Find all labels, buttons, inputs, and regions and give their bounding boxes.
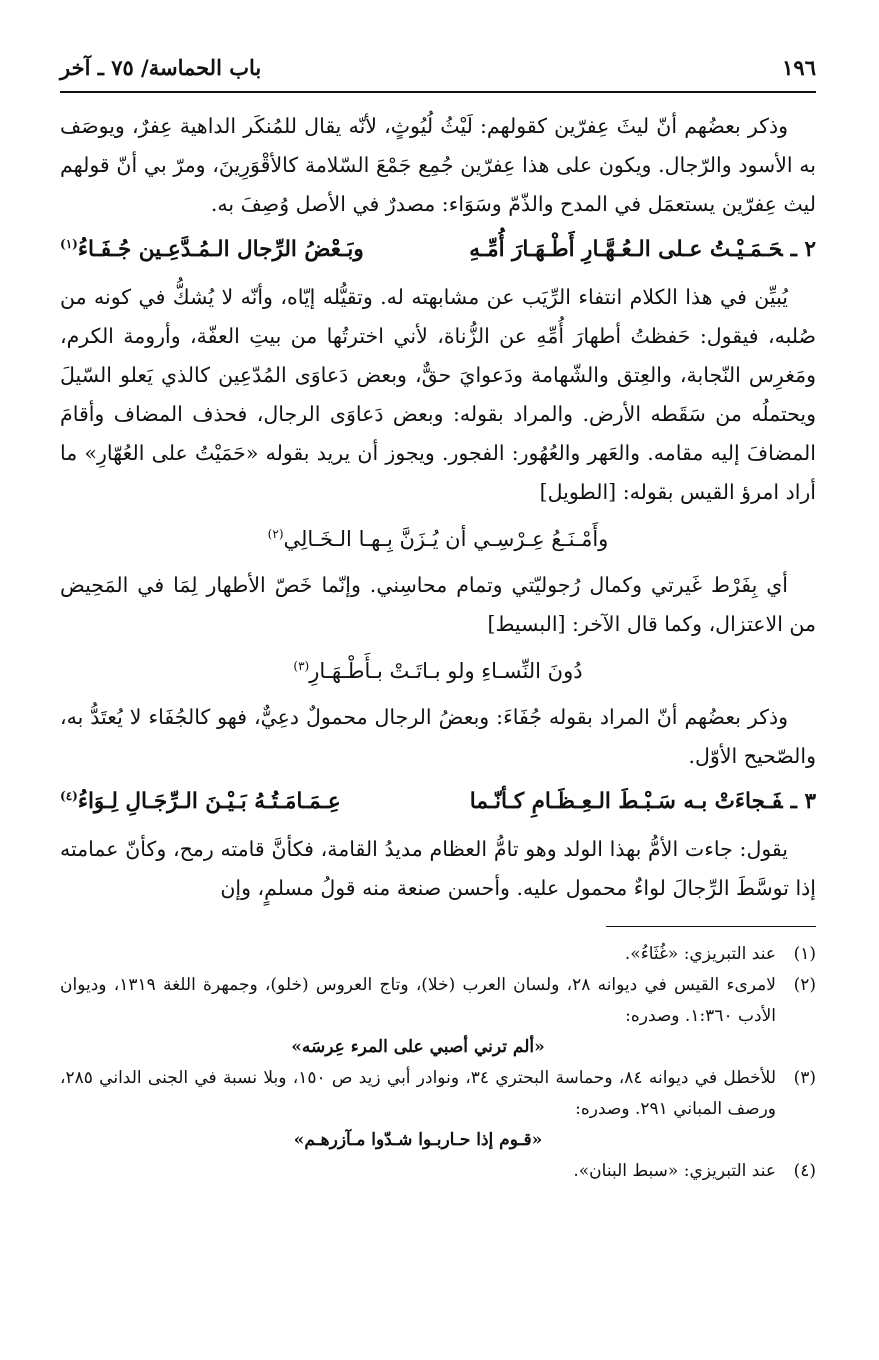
footnote-body: للأخطل في ديوانه ٨٤، وحماسة البحتري ٣٤، ونوادر أبي زيد ص ١٥٠، وبلا نسبة في الجنى الداني ٢٨٥، ورصف المباني ٢٩١. وصدره:: [60, 1068, 777, 1119]
verse-2-first-half: [469, 228, 816, 272]
footnote-number: (١): [793, 944, 816, 964]
footnote-text: عند التبريزي: «سبط البنان».: [573, 1161, 776, 1181]
verse-3-number: ٣ ـ: [790, 789, 816, 814]
footnote-number: (٤): [793, 1161, 816, 1181]
header-rule: [60, 91, 816, 93]
page-number: ١٩٦: [782, 55, 816, 80]
verse-2: [60, 228, 816, 272]
footnote-4: [60, 1156, 816, 1187]
footnote-number: (٢): [793, 975, 816, 995]
footnote-1: [60, 939, 816, 970]
footnote-3: [60, 1063, 816, 1156]
quoted-half-verse-2-text: دُونَ النِّسـاءِ ولو بـاتَـتْ بـأَطْـهَـارِ: [309, 659, 583, 683]
verse-2-first-text: حَـمَـيْـتُ عـلى الـعُـهَّـارِ أَطْـهَـارَ أُمِّـهِ: [469, 237, 783, 262]
footnote-number: (٣): [793, 1068, 816, 1088]
verse-3: [60, 780, 816, 824]
footnote-text: [60, 1063, 776, 1156]
paragraph-3: أي بِفَرْط غَيرتي وكمال رُجوليّتي وتمام محاسِني. وإنّما خَصّ الأطهار لِمَا في المَحِيض من الاعتزال، وكما قال الآخر: [البسيط]: [60, 573, 816, 636]
footnote-text: [60, 970, 776, 1063]
quoted-half-verse-1-text: وأَمْـنَـعُ عِـرْسِـي أن يُـزَنَّ بِـهـا الـخَـالِي: [283, 527, 609, 551]
footnotes: [60, 939, 816, 1187]
footnote-body: لامرىء القيس في ديوانه ٢٨، ولسان العرب (خلا)، وتاج العروس (خلو)، وجمهرة اللغة ١٣١٩، وديوان الأدب ١:٣٦٠. وصدره:: [60, 975, 776, 1026]
footnote-rule: [606, 926, 816, 927]
chapter-title: باب الحماسة/ ٧٥ ـ آخر: [60, 55, 262, 80]
footnote-text: عند التبريزي: «غُثَاءُ».: [624, 944, 776, 964]
footnote-ref-2: (٢): [267, 527, 284, 541]
quoted-half-verse-1: [60, 516, 816, 562]
footnote-ref-1: (١): [60, 236, 78, 251]
footnote-2: [60, 970, 816, 1063]
verse-2-second-half: [60, 228, 364, 272]
paragraph-2: يُبيِّن في هذا الكلام انتفاء الرِّيَب عن مشابهته له. وتقيُّله إيّاه، وأنّه لا يُشكُّ في كونه من صُلبه، فيقول: حَفظتُ أطهارَ أُمِّهِ عن الزُّناة، لأني اخترتُها من بيتِ العفّة، وأرومة الكرم، ومَغرِس النّجابة، والعِتق والشّهامة ودَعوايَ حقٌّ، وبعض دَعاوَى المُدّعِين كالذي يَعلو السّيلَ ويحتملُه من سَقَطه الأرض. والمراد بقوله: وبعض دَعاوَى الرجال، فحذف المضاف وأقامَ المضافَ إليه مقامه. والعَهر والعُهُور: الفجور. ويجوز أن يريد بقوله «حَمَيْتُ على العُهّارِ» ما أراد امرؤ القيس بقوله: [الطويل]: [60, 285, 816, 504]
paragraph-1: وذكر بعضُهم أنّ ليثَ عِفرّين كقولهم: لَيْثُ لُيُوثٍ، لأنّه يقال للمُنكَر الداهية عِفرٌ، ويوصَف به الأسود والرّجال. ويكون على هذا عِفرّين جُمِع جَمْعَ السّلامة كالأقْوَرِينَ، ومرّ بي أنّ قولهم ليث عِفرّين يستعمَل في المدح والذّمّ وسَوَاء: مصدرٌ في الأصل وُصِفَ به.: [60, 114, 816, 216]
verse-3-second-text: عِـمَـامَـتُـهُ بَـيْـنَ الـرِّجَـالِ لِـوَاءُ: [77, 789, 341, 814]
book-page: [60, 55, 816, 1187]
verse-2-second-text: وبَـعْضُ الرِّجال الـمُـدَّعِـين جُـفَـاءُ: [77, 237, 364, 262]
footnote-quote: «ألم ترني أصبي على المرء عِرسَه»: [291, 1037, 545, 1057]
verse-2-number: ٢ ـ: [790, 237, 816, 262]
quoted-half-verse-2: [60, 648, 816, 694]
footnote-ref-3: (٣): [293, 659, 310, 673]
verse-3-second-half: [60, 780, 341, 824]
running-header: [60, 55, 816, 85]
verse-3-first-half: [470, 780, 816, 824]
footnote-quote: «قـوم إذا حـاربـوا شـدّوا مـآزرهـم»: [293, 1130, 543, 1150]
paragraph-4: وذكر بعضُهم أنّ المراد بقوله جُفَاءَ: وبعضُ الرجال محمولٌ دعِيٌّ، فهو كالجُفَاء لا يُعتَدُّ به، والصّحيح الأوّل.: [60, 705, 816, 768]
paragraph-5: يقول: جاءت الأمُّ بهذا الولد وهو تامُّ العظام مديدُ القامة، فكأنَّ قامته رمح، وكأنّ عمامته إذا توسَّطَ الرِّجالَ لواءٌ محمول عليه. وأحسن صنعة منه قولُ مسلمٍ، وإن: [60, 837, 816, 900]
footnote-ref-4: (٤): [60, 788, 78, 803]
verse-3-first-text: فَـجاءَتْ بـه سَـبْـطَ الـعِـظَـامِ كـأنّـما: [469, 789, 783, 814]
